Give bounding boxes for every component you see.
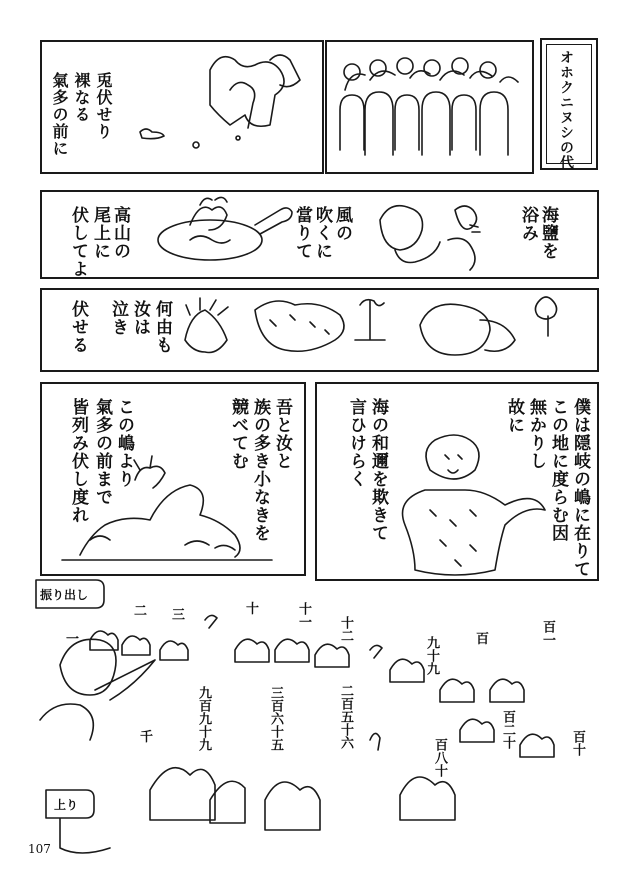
panel5-col5: 海の和邇を欺きて xyxy=(368,398,388,542)
panel4-col3: 皆列み伏し度れ xyxy=(68,398,88,524)
count-110: 百十 xyxy=(570,730,585,756)
panel4-col6: 競べてむ xyxy=(228,398,248,470)
page-number: 107 xyxy=(28,842,51,856)
goal-sign-label: 上り xyxy=(54,798,79,812)
panel3-col3: 泣き xyxy=(108,300,128,336)
count-1: 一 xyxy=(66,632,80,647)
panel3-col1: 何由も xyxy=(152,300,172,354)
crying-rabbit-art xyxy=(185,297,557,355)
island-art xyxy=(62,456,272,560)
panel5-col1: 僕は隠岐の嶋に在りて xyxy=(570,398,590,578)
panel3-col2: 汝は xyxy=(130,300,150,336)
count-101: 百一 xyxy=(540,620,555,646)
count-2: 二 xyxy=(134,604,148,619)
panel2-col4: 吹くに xyxy=(312,206,332,260)
panel2-col7: 尾上に xyxy=(90,206,110,260)
panel4-col5: 族の多き小なきを xyxy=(250,398,270,542)
count-1000: 千 xyxy=(140,730,154,745)
running-figures-art xyxy=(140,55,300,148)
panel1-text-2: 裸なる xyxy=(72,72,91,123)
panel4-col4: 吾と汝と xyxy=(272,398,292,470)
panel3-col4: 伏せる xyxy=(68,300,88,354)
god-figure-art xyxy=(403,435,546,575)
panel4-col2: 氣多の前まで xyxy=(92,398,112,506)
wani-board-art xyxy=(40,615,554,830)
panel5-col2: この地に度らむ因 xyxy=(548,398,568,542)
panel2-col2: 浴み xyxy=(518,206,538,242)
panel2-col1: 海鹽を xyxy=(538,206,558,260)
count-12: 十二 xyxy=(338,616,353,642)
count-180: 百八十 xyxy=(432,738,447,777)
panel2-col8: 伏してよ xyxy=(68,206,88,278)
start-sign-label: 振り出し xyxy=(40,588,89,602)
panel5-col6: 言ひけらく xyxy=(346,398,366,488)
panel5-col4: 故に xyxy=(504,398,524,434)
count-999: 九百九十九 xyxy=(196,686,211,751)
count-10: 十 xyxy=(246,602,260,617)
count-256: 二百五十六 xyxy=(338,684,353,749)
sea-salt-art xyxy=(158,197,480,270)
count-120: 百二十 xyxy=(500,710,515,749)
panel1-line1: 氣多の前に xyxy=(50,72,69,157)
count-3: 三 xyxy=(172,608,186,623)
count-100: 百 xyxy=(476,632,490,647)
chapter-title: オホクニヌシの代 xyxy=(558,50,574,170)
panel2-col5: 當りて xyxy=(292,206,312,260)
crowd-art xyxy=(340,58,518,155)
panel2-col6: 高山の xyxy=(110,206,130,260)
panel2-col3: 風の xyxy=(332,206,352,242)
panel5-col3: 無かりし xyxy=(526,398,546,470)
count-99: 九十九 xyxy=(424,636,439,675)
panel1-text-3: 兎伏せり xyxy=(94,72,113,140)
count-11: 十一 xyxy=(296,602,311,628)
panel4-col1: この嶋より xyxy=(114,398,134,488)
count-365: 三百六十五 xyxy=(268,686,283,751)
